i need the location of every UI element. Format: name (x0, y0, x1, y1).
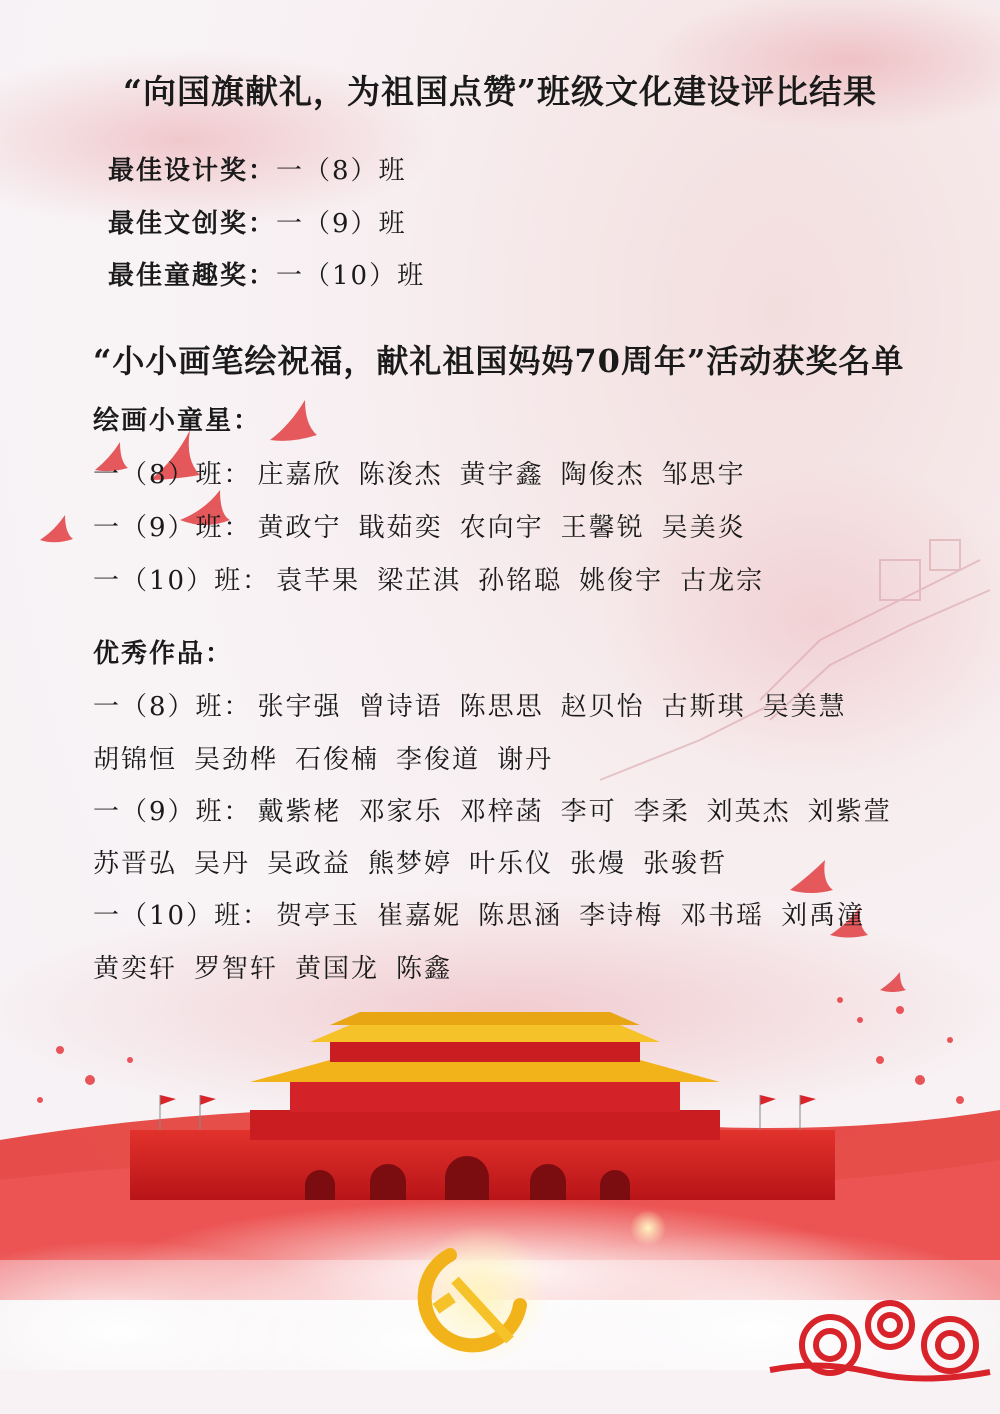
student-name: 罗智轩 (194, 954, 279, 984)
student-name: 邓梓菡 (459, 797, 544, 827)
award-best-design (108, 150, 407, 187)
student-name: 黄宇鑫 (459, 460, 544, 490)
page-title: “向国旗献礼，为祖国点赞”班级文化建设评比结果 (123, 72, 877, 111)
student-name: 陈浚杰 (358, 460, 443, 490)
section-heading-excellent-works: 优秀作品： (93, 639, 234, 669)
list-item (93, 791, 909, 828)
student-name: 李可 (560, 797, 617, 827)
student-name: 胡锦恒 (93, 745, 178, 775)
class-label: 一（10）班： (93, 566, 271, 596)
student-name: 刘禹潼 (781, 901, 866, 931)
list-item (93, 948, 469, 985)
student-name: 戴紫栳 (257, 797, 342, 827)
award-name: 最佳设计奖： (108, 156, 277, 186)
student-name: 陈思涵 (478, 901, 563, 931)
award-name: 最佳文创奖： (108, 209, 277, 239)
student-name: 张宇强 (257, 692, 342, 722)
award-value: 一（8）班 (276, 156, 407, 186)
student-name: 姚俊宇 (579, 566, 664, 596)
student-name: 谢丹 (497, 745, 554, 775)
student-name: 陈思思 (459, 692, 544, 722)
student-name: 李俊道 (396, 745, 481, 775)
student-name: 崔嘉妮 (377, 901, 462, 931)
student-name: 农向宇 (459, 513, 544, 543)
student-name: 吴美炎 (661, 513, 746, 543)
class-label: 一（9）班： (93, 513, 252, 543)
student-name: 袁芊果 (276, 566, 361, 596)
student-name: 庄嘉欣 (257, 460, 342, 490)
student-name: 张熳 (570, 849, 627, 879)
class-label: 一（9）班： (93, 797, 252, 827)
award-best-creative (108, 203, 407, 240)
award-value: 一（10）班 (276, 261, 426, 291)
emblem (410, 1225, 550, 1365)
class-label: 一（8）班： (93, 692, 252, 722)
student-name: 李诗梅 (579, 901, 664, 931)
student-name: 吴美慧 (762, 692, 847, 722)
student-name: 黄政宁 (257, 513, 342, 543)
list-item (93, 686, 864, 723)
student-name: 赵贝怡 (560, 692, 645, 722)
student-name: 张骏哲 (643, 849, 728, 879)
list-item (93, 843, 744, 880)
class-label: 一（8）班： (93, 460, 252, 490)
student-name: 邹思宇 (661, 460, 746, 490)
student-name: 邓家乐 (358, 797, 443, 827)
student-name: 刘英杰 (706, 797, 791, 827)
student-name: 苏晋弘 (93, 849, 178, 879)
award-value: 一（9）班 (276, 209, 407, 239)
award-best-fun (108, 255, 425, 292)
student-name: 陈鑫 (396, 954, 453, 984)
student-name: 陶俊杰 (560, 460, 645, 490)
student-name: 吴丹 (194, 849, 251, 879)
student-name: 古龙宗 (680, 566, 765, 596)
list-item (93, 507, 763, 544)
student-name: 刘紫萱 (807, 797, 892, 827)
class-label: 一（10）班： (93, 901, 271, 931)
list-item (93, 895, 882, 932)
student-name: 贺亭玉 (276, 901, 361, 931)
activity-title: “小小画笔绘祝福，献礼祖国妈妈70周年”活动获奖名单 (93, 342, 905, 380)
student-name: 戢茹奕 (358, 513, 443, 543)
student-name: 石俊楠 (295, 745, 380, 775)
student-name: 熊梦婷 (368, 849, 453, 879)
student-name: 叶乐仪 (469, 849, 554, 879)
student-name: 吴政益 (267, 849, 352, 879)
student-name: 吴劲桦 (194, 745, 279, 775)
student-name: 王馨锐 (560, 513, 645, 543)
list-item (93, 739, 570, 776)
student-name: 梁芷淇 (377, 566, 462, 596)
student-name: 邓书瑶 (680, 901, 765, 931)
list-item (93, 560, 781, 597)
section-heading-little-stars: 绘画小童星： (93, 406, 262, 436)
award-name: 最佳童趣奖： (108, 261, 277, 291)
student-name: 李柔 (633, 797, 690, 827)
list-item (93, 454, 763, 491)
student-name: 曾诗语 (358, 692, 443, 722)
student-name: 古斯琪 (661, 692, 746, 722)
student-name: 黄奕轩 (93, 954, 178, 984)
student-name: 孙铭聪 (478, 566, 563, 596)
student-name: 黄国龙 (295, 954, 380, 984)
